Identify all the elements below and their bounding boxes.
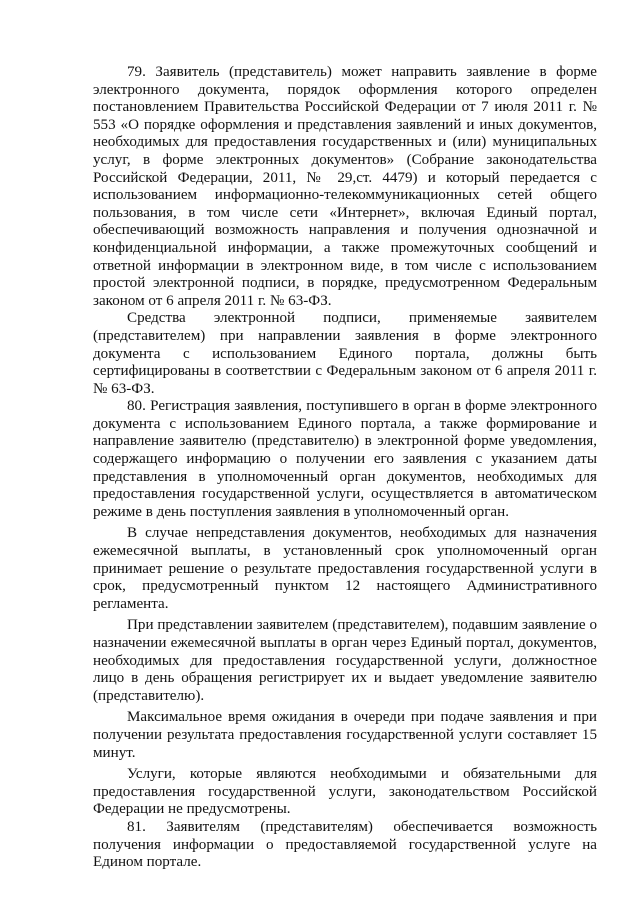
paragraph-submission-registration: При представлении заявителем (представителем), подавшим заявление о назначении ежемесячной выплаты в орган через Единый портал, документов, необходимых для предоставления государственной услуги, должностное лицо в день обращения регистрирует их и выдает уведомление заявителю (представителю). <box>93 617 597 704</box>
paragraph-signature-tools: Средства электронной подписи, применяемые заявителем (представителем) при направлении заявления в форме электронного документа с использованием Единого портала, должны быть сертифицированы в соответствии с Федеральным законом от 6 апреля 2011 г. № 63-ФЗ. <box>93 310 597 397</box>
paragraph-80: 80. Регистрация заявления, поступившего в орган в форме электронного документа с использованием Единого портала, а также формирование и направление заявителю (представителю) в электронной форме уведомления, содержащего информацию о получении его заявления с указанием даты представления в уполномоченный орган документов, необходимых для предоставления государственной услуги, осуществляется в автоматическом режиме в день поступления заявления в уполномоченный орган. <box>93 398 597 520</box>
document-page <box>93 64 597 872</box>
paragraph-services: Услуги, которые являются необходимыми и обязательными для предоставления государственной услуги, законодательством Российской Федерации не предусмотрены. <box>93 766 597 818</box>
paragraph-79: 79. Заявитель (представитель) может направить заявление в форме электронного документа, порядок оформления которого определен постановлением Правительства Российской Федерации от 7 июля 2011 г. № 553 «О порядке оформления и представления заявлений и иных документов, необходимых для предоставления государственных и (или) муниципальных услуг, в форме электронных документов» (Собрание законодательства Российской Федерации, 2011, № 29,ст. 4479) и который передается с использованием информационно-телекоммуникационных сетей общего пользования, в том числе сети «Интернет», включая Единый портал, обеспечивающий возможность направления и получения однозначной и конфиденциальной информации, а также промежуточных сообщений и ответной информации в электронном виде, в том числе с использованием простой электронной подписи, в порядке, предусмотренном Федеральным законом от 6 апреля 2011 г. № 63-ФЗ. <box>93 64 597 309</box>
paragraph-waiting-time: Максимальное время ожидания в очереди при подаче заявления и при получении результата предоставления государственной услуги составляет 15 минут. <box>93 709 597 761</box>
paragraph-non-submission: В случае непредставления документов, необходимых для назначения ежемесячной выплаты, в установленный срок уполномоченный орган принимает решение о результате предоставления государственной услуги в срок, предусмотренный пунктом 12 настоящего Административного регламента. <box>93 525 597 612</box>
paragraph-81: 81. Заявителям (представителям) обеспечивается возможность получения информации о предоставляемой государственной услуге на Едином портале. <box>93 818 597 871</box>
